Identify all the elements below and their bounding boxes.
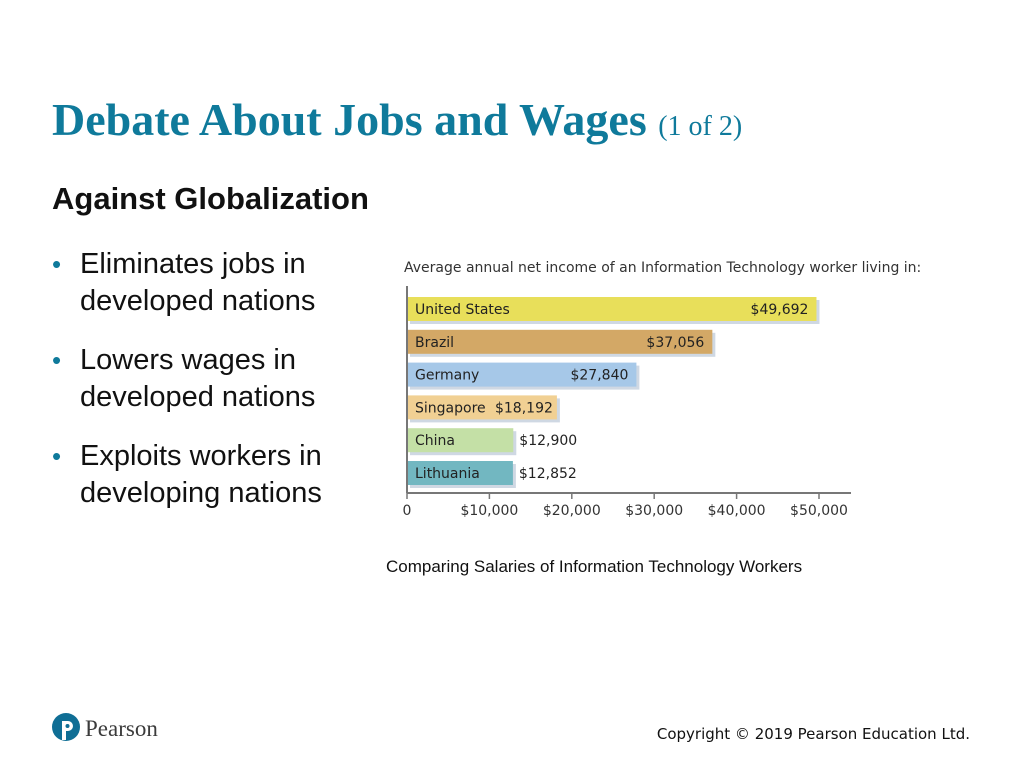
value-label: $12,852 [518, 466, 577, 482]
section-heading: Against Globalization [52, 181, 369, 216]
category-label: China [415, 433, 455, 450]
x-tick-label: 0 [402, 503, 412, 519]
value-label: $18,192 [494, 400, 553, 417]
title-text: Debate About Jobs and Wages [52, 94, 647, 145]
bullet-item [52, 438, 372, 512]
pearson-logo-icon [52, 712, 80, 746]
x-tick-label: $20,000 [542, 503, 601, 519]
value-label: $27,840 [570, 367, 629, 384]
bullet-item [52, 246, 372, 320]
bullet-text: Lowers wages in developed nations [80, 344, 316, 413]
bullet-list [52, 246, 372, 534]
value-label: $12,900 [519, 433, 578, 450]
value-label: $37,056 [646, 334, 705, 351]
chart-caption: Comparing Salaries of Information Technology Workers [386, 557, 803, 576]
category-label: United States [415, 302, 510, 318]
copyright-text: Copyright © 2019 Pearson Education Ltd. [656, 725, 970, 743]
x-tick-label: $50,000 [790, 503, 848, 519]
bullet-dot-icon: • [52, 441, 62, 471]
category-label: Brazil [415, 334, 455, 351]
pearson-logo [52, 712, 192, 748]
chart-title: Average annual net income of an Information Technology worker living in: [404, 260, 922, 276]
x-tick-label: $30,000 [625, 503, 684, 519]
bullet-text: Exploits workers in developing nations [80, 440, 322, 509]
category-label: Germany [415, 367, 480, 384]
brand-name: Pearson [85, 716, 158, 741]
salary-bar-chart [390, 250, 970, 530]
slide-title [52, 92, 742, 147]
bullet-text: Eliminates jobs in developed nations [80, 248, 316, 317]
value-label: $49,692 [750, 302, 809, 318]
category-label: Lithuania [415, 466, 480, 482]
bullet-dot-icon: • [52, 249, 62, 279]
bullet-item [52, 342, 372, 416]
category-label: Singapore [415, 400, 486, 417]
bullet-dot-icon: • [52, 345, 62, 375]
title-suffix: (1 of 2) [658, 111, 743, 142]
x-tick-label: $10,000 [460, 503, 519, 519]
x-tick-label: $40,000 [707, 503, 766, 519]
